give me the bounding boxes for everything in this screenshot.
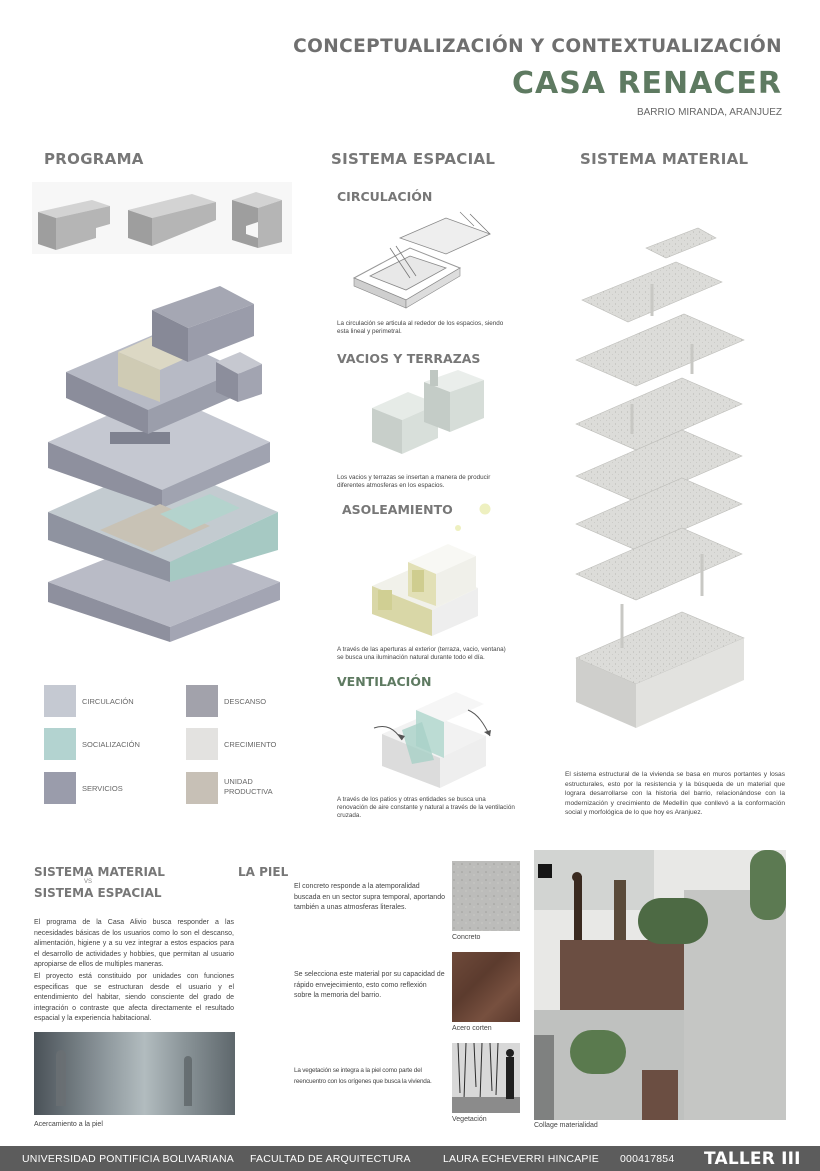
ventilacion-text: A través de los patios y otras entidades se busca una renovación de aire constante y natural a través de la ventilación cruzada. [337, 796, 515, 819]
legend-label-unidad-productiva: UNIDAD PRODUCTIVA [224, 777, 273, 796]
ventilacion-diagram [372, 684, 496, 794]
piel-heading: LA PIEL [238, 865, 289, 879]
piel-text-vegetacion: La vegetación se integra a la piel como parte del reencuentro con los orígenes que busca la vivienda. [294, 1067, 432, 1085]
asoleamiento-diagram [368, 526, 488, 642]
circulacion-diagram [350, 208, 500, 318]
concrete-caption: Concreto [452, 934, 481, 941]
versus-vs: VS [84, 879, 93, 885]
project-location: BARRIO MIRANDA, ARANJUEZ [636, 107, 782, 118]
versus-paragraph-2: El proyecto está constituido por unidades con funciones especificas que se estructuran desde el usuario y el entendimiento del habitar, siendo consciente del grado de integración o contraste que afecta directamente el resultado espacial y la experiencia habitacional. [34, 973, 234, 1022]
programa-heading: PROGRAMA [44, 150, 144, 168]
asoleamiento-title: ASOLEAMIENTO [342, 502, 453, 517]
asoleamiento-text: A través de las aperturas al exterior (terraza, vacio, ventana) se busca una iluminación natural durante todo el día. [337, 646, 506, 661]
material-exploded-axonometric [572, 224, 750, 736]
legend-swatch-unidad-productiva [186, 772, 218, 804]
footer-faculty: FACULTAD DE ARQUITECTURA [250, 1153, 411, 1165]
legend-label-circulacion: CIRCULACIÓN [82, 697, 134, 706]
legend-swatch-descanso [186, 685, 218, 717]
vegetation-caption: Vegetación [452, 1116, 487, 1123]
corten-texture-swatch [452, 952, 520, 1022]
legend-label-socializacion: SOCIALIZACIÓN [82, 740, 140, 749]
legend-swatch-circulacion [44, 685, 76, 717]
footer-student-id: 000417854 [620, 1153, 675, 1165]
espacial-heading: SISTEMA ESPACIAL [331, 150, 496, 168]
corten-caption: Acero corten [452, 1025, 492, 1032]
footer-course: TALLER III [704, 1149, 801, 1169]
circulacion-text: La circulación se articula al rededor de los espacios, siendo esta lineal y perimetral. [337, 320, 504, 335]
footer-bar [0, 1146, 820, 1171]
material-text: El sistema estructural de la vivienda se basa en muros portantes y losas estructurales, esto por la resistencia y la búsqueda de un material que lograra desarrollarse con la historia del barrio, relacionándose con la modernización y crecimiento de Medellín que conllevó a la conformación social y morfológica de lo que hoy es Aranjuez. [565, 771, 785, 816]
legend-swatch-servicios [44, 772, 76, 804]
skin-closeup-caption: Acercamiento a la piel [34, 1121, 103, 1128]
programa-block-diagrams [32, 182, 292, 254]
concrete-texture-swatch [452, 861, 520, 931]
collage-caption: Collage materialidad [534, 1122, 598, 1129]
material-heading: SISTEMA MATERIAL [580, 150, 749, 168]
piel-text-corten: Se selecciona este material por su capacidad de rápido envejecimiento, esto como reflexión sobre la memoria del barrio. [294, 971, 445, 999]
legend-swatch-crecimiento [186, 728, 218, 760]
vegetation-photo [452, 1043, 520, 1113]
legend-label-servicios: SERVICIOS [82, 784, 123, 793]
legend-label-descanso: DESCANSO [224, 697, 267, 706]
piel-text-concreto: El concreto responde a la atemporalidad buscada en un sector supra temporal, aportando también a unas atmosferas literales. [294, 883, 445, 911]
ventilacion-title: VENTILACIÓN [337, 674, 432, 689]
project-name: CASA RENACER [511, 66, 782, 101]
legend-swatch-socializacion [44, 728, 76, 760]
circulacion-title: CIRCULACIÓN [337, 189, 433, 204]
footer-author: LAURA ECHEVERRI HINCAPIE [443, 1153, 599, 1165]
skin-closeup-photo [34, 1032, 235, 1115]
legend-label-crecimiento: CRECIMIENTO [224, 740, 277, 749]
versus-paragraph-1: El programa de la Casa Alivio busca responder a las necesidades básicas de los usuarios como lo son el descanso, alimentación, higiene y a su vez integrar a estos espacios para el desarrollo de actividades y hobbies, que permitan al usuario apropiarse de ellos de multiples maneras. [34, 919, 234, 968]
programa-axonometric [40, 282, 284, 646]
footer-university: UNIVERSIDAD PONTIFICIA BOLIVARIANA [22, 1153, 234, 1165]
poster-title: CONCEPTUALIZACIÓN Y CONTEXTUALIZACIÓN [293, 36, 782, 57]
versus-line2: SISTEMA ESPACIAL [34, 886, 162, 900]
collage-materialidad [534, 850, 786, 1120]
versus-line1: SISTEMA MATERIAL [34, 865, 165, 879]
sun-dot-icon [478, 502, 492, 516]
vacios-title: VACIOS Y TERRAZAS [337, 351, 481, 366]
vacios-text: Los vacios y terrazas se insertan a manera de producir diferentes atmosferas en los espacios. [337, 474, 491, 489]
vacios-diagram [368, 368, 488, 468]
